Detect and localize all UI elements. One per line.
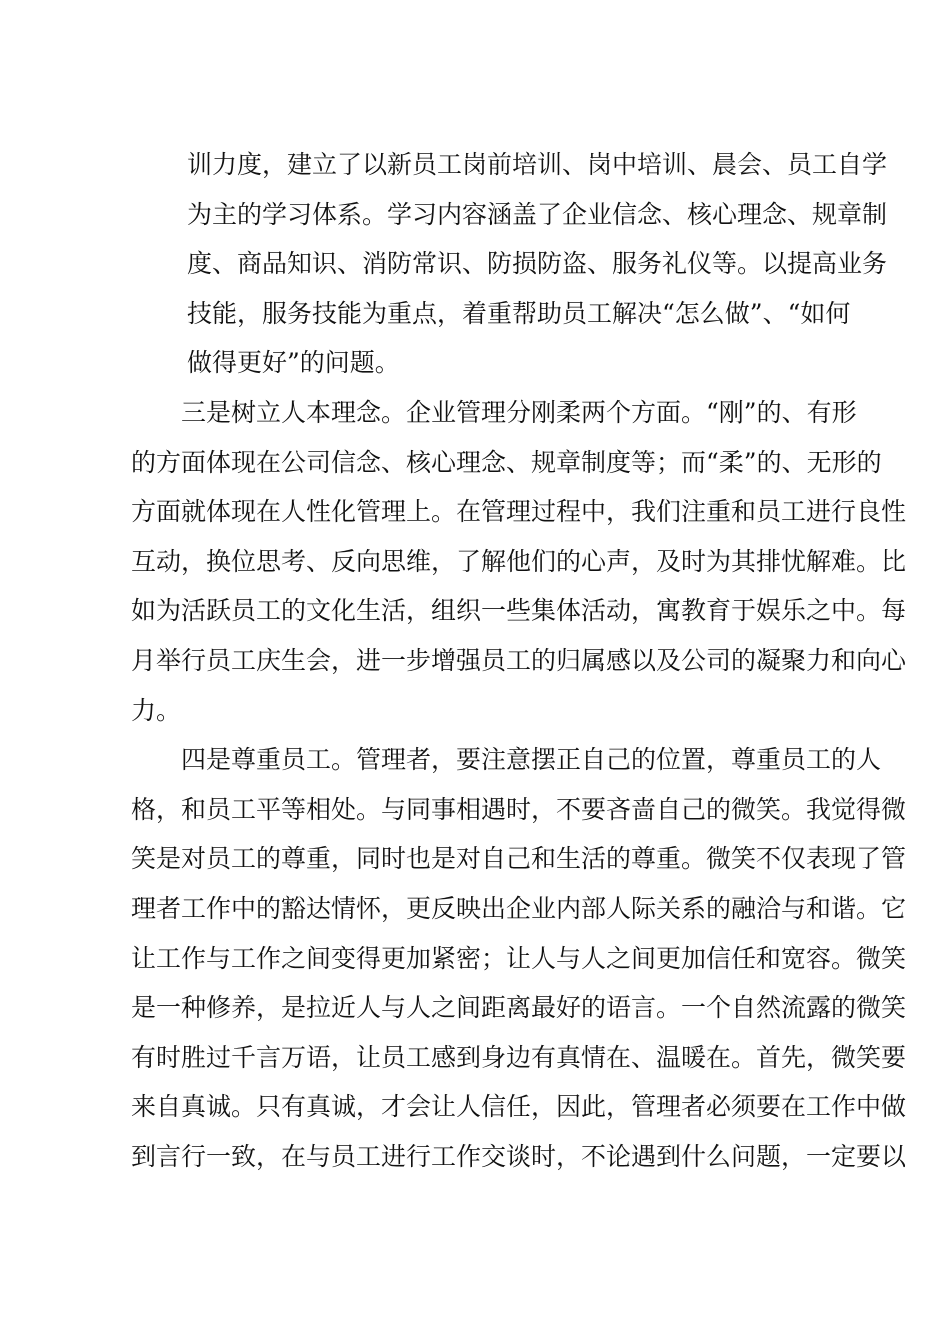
paragraph-1-line-1: 训力度，建立了以新员工岗前培训、岗中培训、晨会、员工自学 <box>187 150 888 179</box>
paragraph-3-line-1: 四是尊重员工。管理者，要注意摆正自己的位置，尊重员工的人 <box>181 745 882 775</box>
paragraph-3-line-9: 到言行一致，在与员工进行工作交谈时，不论遇到什么问题，一定要以 <box>131 1141 907 1171</box>
paragraph-1-line-5: 做得更好”的问题。 <box>187 348 400 378</box>
paragraph-3-line-7: 有时胜过千言万语，让员工感到身边有真情在、温暖在。首先，微笑要 <box>131 1042 907 1072</box>
paragraph-3-line-5: 让工作与工作之间变得更加紧密；让人与人之间更加信任和宽容。微笑 <box>131 943 907 973</box>
paragraph-2-line-7: 力。 <box>131 695 182 725</box>
paragraph-3-line-2: 格，和员工平等相处。与同事相遇时，不要吝啬自己的微笑。我觉得微 <box>131 794 907 824</box>
paragraph-2-line-4: 互动，换位思考、反向思维，了解他们的心声，及时为其排忧解难。比 <box>131 546 907 576</box>
paragraph-2-line-1: 三是树立人本理念。企业管理分刚柔两个方面。“刚”的、有形 <box>181 397 857 427</box>
paragraph-1-line-3: 度、商品知识、消防常识、防损防盗、服务礼仪等。以提高业务 <box>187 249 888 279</box>
paragraph-1-line-2: 为主的学习体系。学习内容涵盖了企业信念、核心理念、规章制 <box>187 199 888 229</box>
paragraph-2-line-6: 月举行员工庆生会，进一步增强员工的归属感以及公司的凝聚力和向心 <box>131 645 907 675</box>
paragraph-2-line-2: 的方面体现在公司信念、核心理念、规章制度等；而“柔”的、无形的 <box>131 447 882 477</box>
body-text <box>131 140 907 1181</box>
paragraph-3-line-3: 笑是对员工的尊重，同时也是对自己和生活的尊重。微笑不仅表现了管 <box>131 844 907 874</box>
paragraph-2-line-3: 方面就体现在人性化管理上。在管理过程中，我们注重和员工进行良性 <box>131 497 907 527</box>
paragraph-3-line-4: 理者工作中的豁达情怀，更反映出企业内部人际关系的融洽与和谐。它 <box>131 893 907 923</box>
paragraph-3-line-8: 来自真诚。只有真诚，才会让人信任，因此，管理者必须要在工作中做 <box>131 1092 907 1122</box>
paragraph-2-line-5: 如为活跃员工的文化生活，组织一些集体活动，寓教育于娱乐之中。每 <box>131 596 907 626</box>
paragraph-1-line-4: 技能，服务技能为重点，着重帮助员工解决“怎么做”、“如何 <box>187 298 851 328</box>
paragraph-3-line-6: 是一种修养，是拉近人与人之间距离最好的语言。一个自然流露的微笑 <box>131 993 907 1023</box>
